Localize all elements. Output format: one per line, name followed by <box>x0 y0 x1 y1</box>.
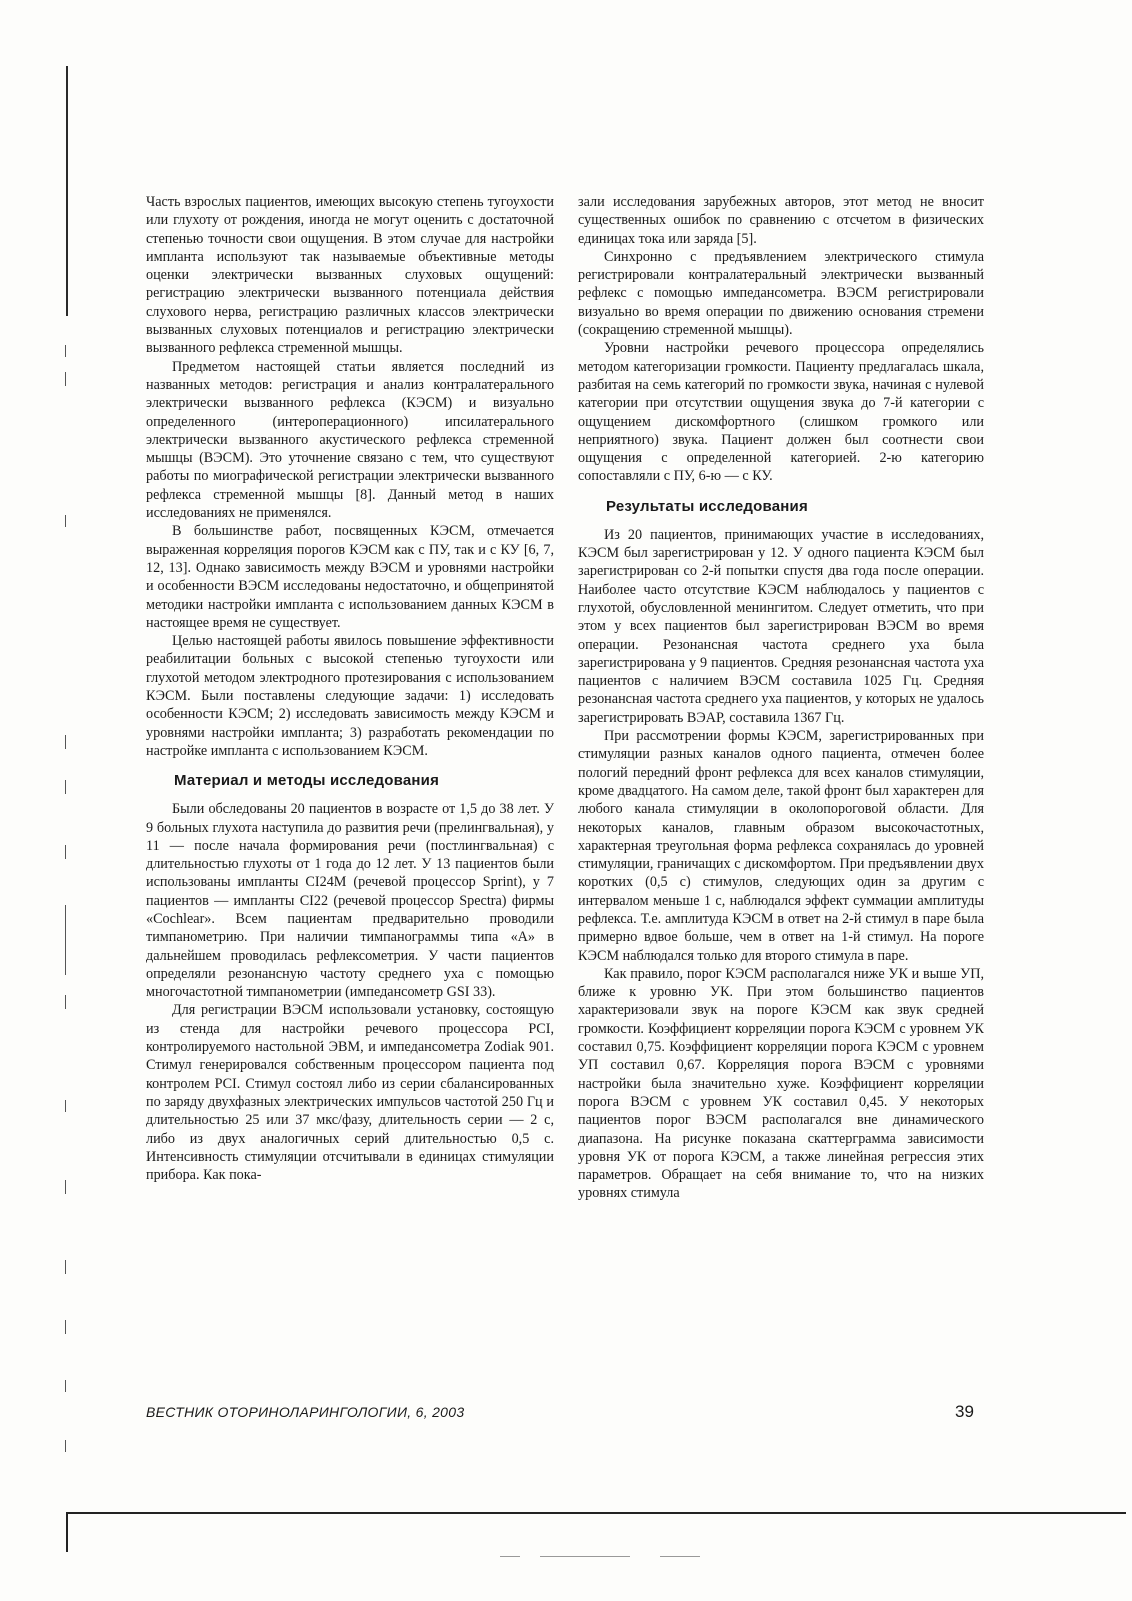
scan-smudge <box>500 1556 520 1557</box>
paragraph: При рассмотрении формы КЭСМ, зарегистрированных при стимуляции разных каналов одного пациента, отмечен более пологий передний фронт рефлекса для всех каналов стимуляции, кроме двадцатого. На самом деле, такой фронт был характерен для любого канала стимуляции в околопороговой области. Для некоторых каналов, главным образом высокочастотных, характерная треугольная форма рефлекса сохранялась до уровней стимуляции, граничащих с дискомфортом. При предъявлении двух коротких (0,5 с) стимулов, следующих один за другим с интервалом меньше 1 с, наблюдался эффект суммации амплитуды рефлекса. Т.е. амплитуда КЭСМ в ответ на 2-й стимул в паре была примерно вдвое больше, чем в ответ на 1-й стимул. На пороге КЭСМ наблюдался только для второго стимула в паре. <box>578 728 984 964</box>
scan-edge-mark <box>65 1180 66 1194</box>
scan-edge-mark <box>65 1380 66 1392</box>
scan-edge-mark <box>65 1320 66 1334</box>
paragraph: Для регистрации ВЭСМ использовали установку, состоящую из стенда для настройки речевого процессора PCI, контролируемого настольной ЭВМ, и импедансометра Zodiak 901. Стимул генерировался собственным процессором пациента под контролем PCI. Стимул состоял либо из серии сбалансированных по заряду двухфазных электрических импульсов частотой 250 Гц и длительностью 25 или 37 мкс/фазу, длительность серии — 2 с, либо из двух аналогичных серий длительностью 0,5 с. Интенсивность стимуляции отсчитывали в единицах стимуляции прибора. Как пока- <box>146 1002 554 1184</box>
paragraph: Синхронно с предъявлением электрического стимула регистрировали контралатеральный электрически вызванный рефлекс с помощью импедансометра. ВЭСМ регистрировали визуально во время операции по движению основания стремени (сокращению стременной мышцы). <box>578 248 984 339</box>
paragraph: Были обследованы 20 пациентов в возрасте от 1,5 до 38 лет. У 9 больных глухота наступила до развития речи (прелингвальная), у 11 — после начала формирования речи (постлингвальная) с длительностью глухоты от 1 года до 12 лет. У 13 пациентов были использованы импланты CI24M (речевой процессор Sprint), у 7 пациентов — импланты CI22 (речевой процессор Spectra) фирмы «Cochlear». Всем пациентам предварительно проводили тимпанометрию. При наличии тимпанограммы типа «А» в дальнейшем проводилась рефлексометрия. У части пациентов определяли резонансную частоту среднего уха с помощью многочастотной тимпанометрии (импедансометр GSI 33). <box>146 801 554 1001</box>
scan-smudge <box>540 1556 630 1557</box>
paragraph: Как правило, порог КЭСМ располагался ниже УК и выше УП, ближе к уровню УК. При этом большинство пациентов характеризовали звук на пороге КЭСМ как звук средней громкости. Коэффициент корреляции порога КЭСМ с уровнем УК составил 0,75. Коэффициент корреляции порога КЭСМ с уровнем УП составил 0,67. Корреляция порога ВЭСМ с уровнями настройки была значительно хуже. Коэффициент корреляции порога ВЭСМ с уровнем УК составил 0,45. У некоторых пациентов порог ВЭСМ располагался вне динамического диапазона. На рисунке показана скаттерграмма зависимости уровня УК от порога КЭСМ, а также линейная регрессия этих параметров. Обращает на себя внимание то, что на низких уровнях стимула <box>578 965 984 1202</box>
scan-edge-mark <box>65 1100 66 1112</box>
paragraph: В большинстве работ, посвященных КЭСМ, отмечается выраженная корреляция порогов КЭСМ как с ПУ, так и с КУ [6, 7, 12, 13]. Однако зависимость между ВЭСМ и уровнями настройки и особенности ВЭСМ исследованы недостаточно, и общепринятой методики настройки импланта с использованием данных КЭСМ в настоящее время не существует. <box>146 523 554 631</box>
section-heading-results: Результаты исследования <box>606 497 808 515</box>
scan-edge-line <box>66 66 68 316</box>
paragraph: Часть взрослых пациентов, имеющих высокую степень тугоухости или глухоту от рождения, иногда не могут оценить с достаточной степенью точности свои ощущения. В этом случае для настройки импланта используют так называемые объективные методы оценки электрически вызванных слуховых ощущений: регистрацию электрически вызванного потенциала действия слухового нерва, регистрацию различных классов электрически вызванных слуховых потенциалов и регистрацию электрически вызванного рефлекса стременной мышцы. <box>146 194 554 357</box>
section-heading-methods: Материал и методы исследования <box>174 772 440 790</box>
scan-edge-mark <box>65 372 66 386</box>
paragraph: зали исследования зарубежных авторов, этот метод не вносит существенных ошибок по сравнению с отсчетом в физических единицах тока или заряда [5]. <box>578 194 984 247</box>
scan-edge-mark <box>65 905 66 975</box>
scan-edge-mark <box>65 1440 66 1452</box>
bottom-scan-corner <box>66 1512 68 1552</box>
scan-edge-mark <box>65 345 66 357</box>
paragraph: Из 20 пациентов, принимающих участие в исследованиях, КЭСМ был зарегистрирован у 12. У одного пациента КЭСМ был зарегистрирован со 2-й попытки спустя два года после операции. Наиболее часто отсутствие КЭСМ наблюдалось у пациентов с глухотой, обусловленной менингитом. Следует отметить, что при этом у всех пациентов был зарегистрирован ВЭСМ во время операции. Резонансная частота среднего уха была зарегистрирована у 9 пациентов. Средняя резонансная частота уха пациентов с наличием ВЭСМ составила 1025 Гц. Средняя резонансная частота среднего уха пациентов, у которых не удалось зарегистрировать ВЭАР, составила 1367 Гц. <box>578 526 984 726</box>
paragraph: Предметом настоящей статьи является последний из названных методов: регистрация и анализ контралатерального электрически вызванного рефлекса (КЭСМ) и визуально определенного (интероперационного) ипсилатерального электрически вызванного акустического рефлекса стременной мышцы (ВЭСМ). Это уточнение связано с тем, что существуют работы по миографической регистрации электрически вызванного рефлекса стременной мышцы [8]. Данный метод в наших исследованиях не применялся. <box>146 358 554 522</box>
bottom-scan-rule <box>66 1512 1126 1514</box>
scan-edge-mark <box>65 780 66 794</box>
scan-edge-mark <box>65 515 66 527</box>
paragraph: Уровни настройки речевого процессора определялись методом категоризации громкости. Пациенту предлагалась шкала, разбитая на семь категорий по громкости звука, начиная с нулевой категории при отсутствии ощущения звука до 7-й категории с ощущением дискомфортного (слишком громкого или неприятного) звука. Пациент должен был соотнести свои ощущения с определенной категорией. 2-ю категорию сопоставляли с ПУ, 6-ю — с КУ. <box>578 340 984 485</box>
scan-edge-mark <box>65 1260 66 1274</box>
left-column <box>146 193 554 1184</box>
right-column <box>578 193 984 1203</box>
journal-footer: ВЕСТНИК ОТОРИНОЛАРИНГОЛОГИИ, 6, 2003 <box>146 1404 465 1420</box>
page-number: 39 <box>955 1402 974 1421</box>
scan-edge-mark <box>65 735 66 749</box>
scan-smudge <box>660 1556 700 1557</box>
paragraph: Целью настоящей работы явилось повышение эффективности реабилитации больных с высокой степенью тугоухости или глухотой методом электродного протезирования с использованием КЭСМ. Были поставлены следующие задачи: 1) исследовать особенности КЭСМ; 2) исследовать зависимость между КЭСМ и уровнями настройки импланта; 3) разработать рекомендации по настройке импланта с использованием КЭСМ. <box>146 633 554 759</box>
scan-edge-mark <box>65 845 66 859</box>
scan-edge-mark <box>65 995 66 1009</box>
